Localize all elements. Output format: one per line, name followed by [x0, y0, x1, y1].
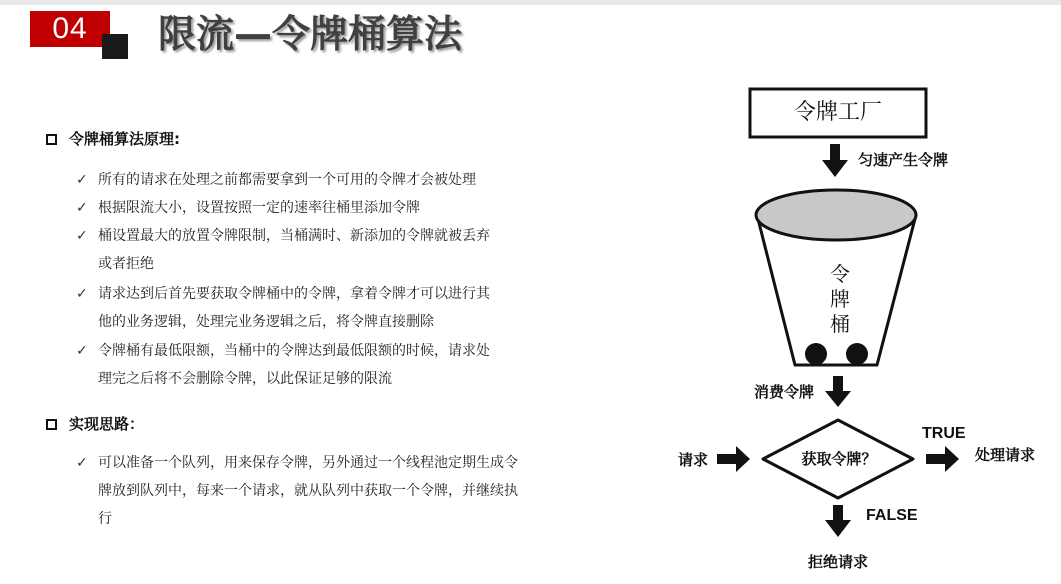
reject-request-label: 拒绝请求 — [808, 553, 869, 571]
list-item-text: 令牌桶有最低限额，当桶中的令牌达到最低限额的时候，请求处 理完之后将不会删除令牌，以此保证足够的限流 — [98, 343, 490, 387]
consume-label: 消费令牌 — [754, 383, 815, 401]
list-item-text: 可以准备一个队列，用来保存令牌，另外通过一个线程池定期生成令 牌放到队列中，每来一个请求，就从队列中获取一个令牌，并继续执 行 — [98, 455, 518, 527]
decision-label: 获取令牌？ — [801, 450, 877, 468]
true-label: TRUE — [922, 425, 966, 442]
true-arrow-icon — [926, 446, 959, 472]
implementation-heading-text: 实现思路： — [69, 415, 145, 433]
false-label: FALSE — [866, 507, 918, 524]
principle-heading-text: 令牌桶算法原理: — [69, 130, 180, 148]
produce-label: 匀速产生令牌 — [858, 151, 949, 169]
request-arrow-icon — [717, 446, 750, 472]
check-icon: ✓ — [76, 286, 88, 302]
check-icon: ✓ — [76, 343, 88, 359]
request-label: 请求 — [678, 451, 709, 469]
token-circle — [805, 343, 827, 365]
list-item-text: 桶设置最大的放置令牌限制，当桶满时、新添加的令牌就被丢弃 或者拒绝 — [98, 228, 490, 272]
bucket-top — [756, 190, 916, 240]
token-bucket-label: 令 牌 桶 — [830, 262, 850, 336]
consume-arrow-icon — [825, 376, 851, 407]
section-number-badge: 04 — [30, 11, 110, 47]
check-icon: ✓ — [76, 172, 88, 188]
check-icon: ✓ — [76, 228, 88, 244]
list-item-text: 根据限流大小，设置按照一定的速率往桶里添加令牌 — [98, 200, 420, 216]
check-icon: ✓ — [76, 455, 88, 471]
list-item-text: 所有的请求在处理之前都需要拿到一个可用的令牌才会被处理 — [98, 172, 476, 188]
page-title: 限流—令牌桶算法 — [158, 12, 463, 56]
check-icon: ✓ — [76, 200, 88, 216]
handle-request-label: 处理请求 — [975, 446, 1036, 464]
list-item-text: 请求达到后首先要获取令牌桶中的令牌，拿着令牌才可以进行其 他的业务逻辑，处理完业务逻辑之后，将令牌直接删除 — [98, 286, 490, 330]
produce-arrow-icon — [822, 144, 848, 177]
false-arrow-icon — [825, 505, 851, 537]
token-factory-label: 令牌工厂 — [793, 100, 882, 125]
token-circle — [846, 343, 868, 365]
